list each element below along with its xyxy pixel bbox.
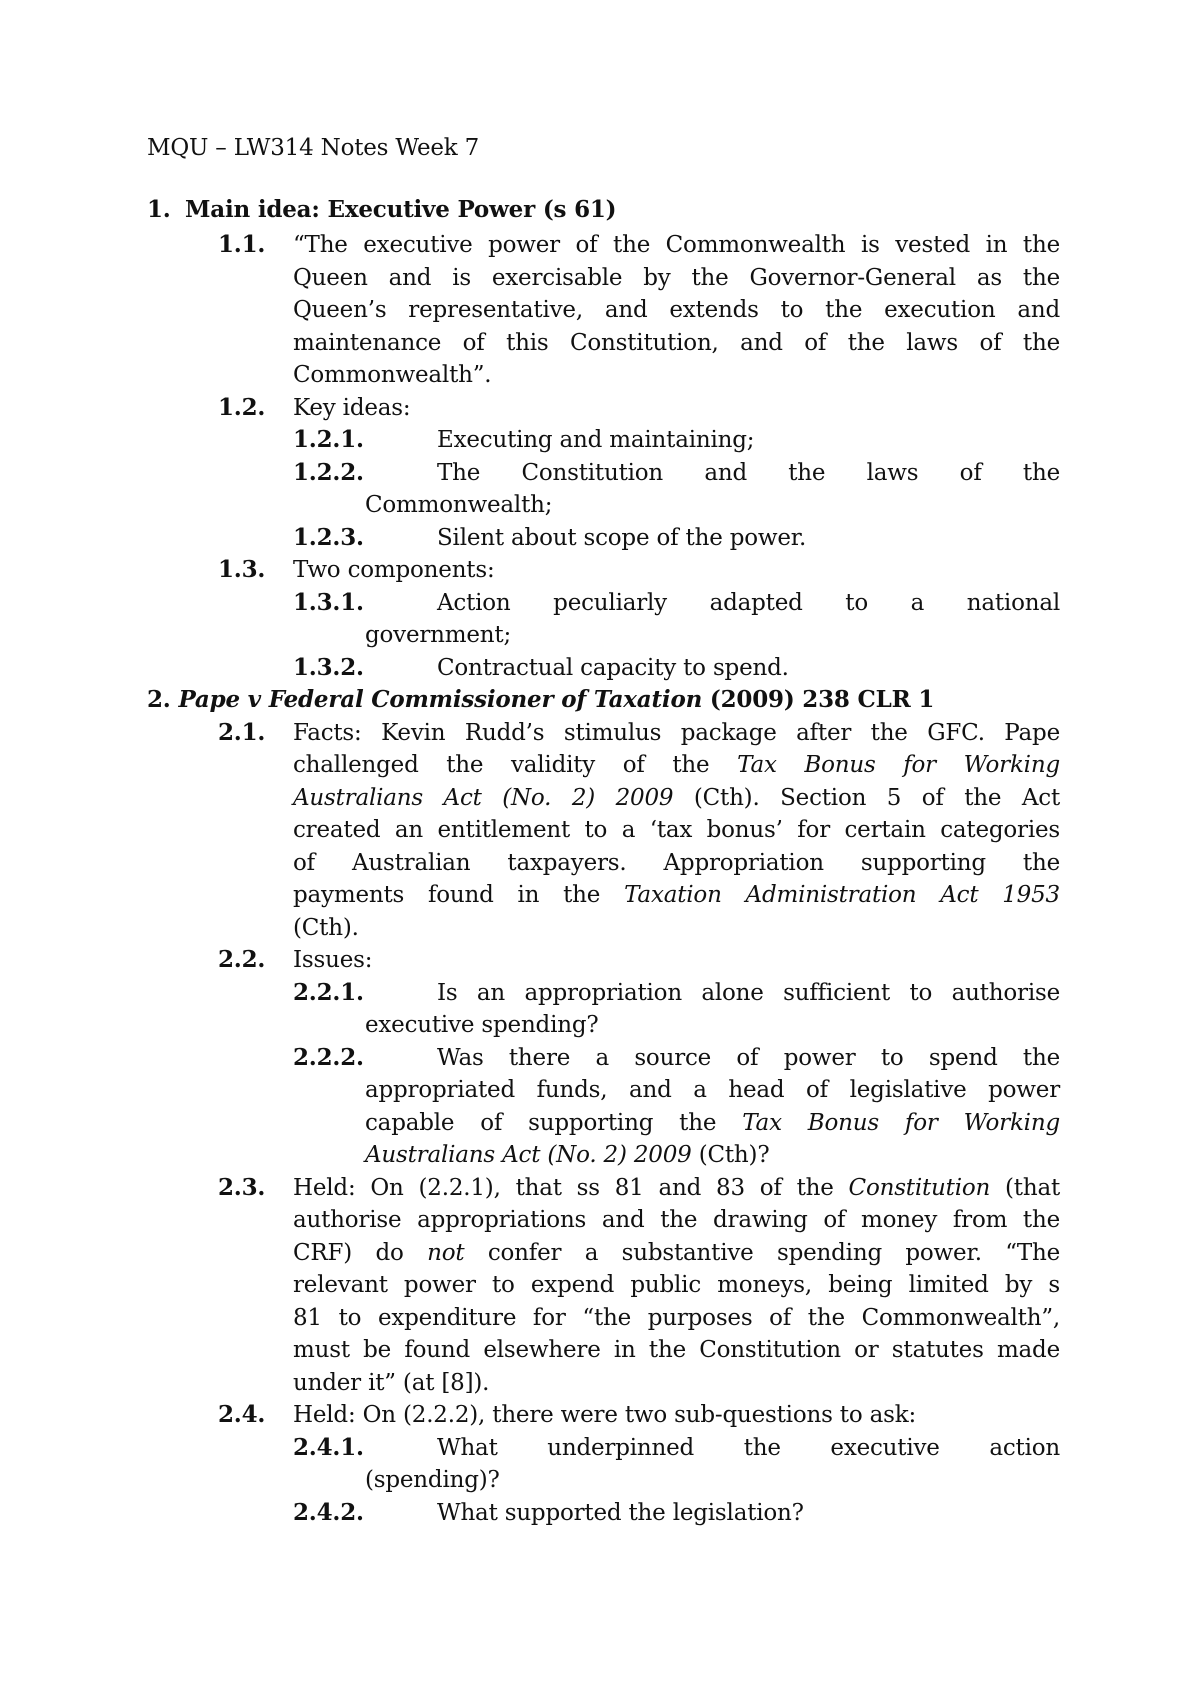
item-2-4-1-text: (spending)?: [365, 1467, 500, 1493]
para-2-1-line: created an entitlement to a ‘tax bonus’ for certain categories: [293, 817, 1060, 843]
para-2-2-text: Issues:: [293, 947, 373, 973]
item-2-4-1-number: 2.4.1.: [293, 1434, 364, 1461]
item-2-4-2-number: 2.4.2.: [293, 1499, 364, 1526]
item-1-3-1-number: 1.3.1.: [293, 589, 364, 616]
para-1-2-text: Key ideas:: [293, 395, 411, 421]
para-1-2-number: 1.2.: [218, 394, 266, 421]
para-1-1-line: Queen and is exercisable by the Governor-General as the: [293, 265, 1060, 291]
para-1-1-line: Commonwealth”.: [293, 362, 492, 388]
item-2-2-2-text: capable of supporting the Tax Bonus for Working: [365, 1110, 1060, 1136]
section-1-heading: Main idea: Executive Power (s 61): [185, 196, 617, 223]
para-2-3-line: CRF) do not confer a substantive spending power. “The: [293, 1240, 1060, 1266]
item-1-2-1-number: 1.2.1.: [293, 426, 364, 453]
item-2-4-1-text: What underpinned the executive action: [437, 1435, 1060, 1461]
statute-name: Tax Bonus for Working: [742, 1110, 1060, 1136]
constitution-term: Constitution: [848, 1175, 991, 1201]
item-1-2-2-number: 1.2.2.: [293, 459, 364, 486]
para-2-3-number: 2.3.: [218, 1174, 266, 1201]
para-1-3-text: Two components:: [293, 557, 495, 583]
para-2-1-line: Facts: Kevin Rudd’s stimulus package after the GFC. Pape: [293, 720, 1060, 746]
statute-name: Taxation Administration Act 1953: [624, 882, 1060, 908]
statute-name: Australians Act (No. 2) 2009: [293, 785, 674, 811]
case-citation: (2009) 238 CLR 1: [709, 686, 935, 713]
item-2-2-1-number: 2.2.1.: [293, 979, 364, 1006]
statute-name: Australians Act (No. 2) 2009: [365, 1142, 692, 1168]
item-2-2-1-text: Is an appropriation alone sufficient to authorise: [437, 980, 1060, 1006]
para-1-1-line: Queen’s representative, and extends to the execution and: [293, 297, 1060, 323]
para-1-1-line: maintenance of this Constitution, and of the laws of the: [293, 330, 1060, 356]
emphasis-not: not: [427, 1240, 465, 1266]
item-2-2-2-text: appropriated funds, and a head of legislative power: [365, 1077, 1060, 1103]
item-1-3-2-text: Contractual capacity to spend.: [437, 655, 789, 681]
item-1-2-2-text: Commonwealth;: [365, 492, 553, 518]
section-1-number: 1.: [147, 196, 171, 223]
para-2-1-line: payments found in the Taxation Administration Act 1953: [293, 882, 1060, 908]
item-2-2-2-text: Australians Act (No. 2) 2009 (Cth)?: [365, 1142, 770, 1168]
item-2-2-1-text: executive spending?: [365, 1012, 599, 1038]
para-2-3-line: under it” (at [8]).: [293, 1370, 490, 1396]
item-2-4-2-text: What supported the legislation?: [437, 1500, 804, 1526]
section-2-number: 2.: [147, 686, 171, 713]
para-2-2-number: 2.2.: [218, 946, 266, 973]
item-1-2-3-number: 1.2.3.: [293, 524, 364, 551]
para-2-4-text: Held: On (2.2.2), there were two sub-questions to ask:: [293, 1402, 917, 1428]
item-2-2-2-number: 2.2.2.: [293, 1044, 364, 1071]
para-2-3-line: Held: On (2.2.1), that ss 81 and 83 of the Constitution (that: [293, 1175, 1060, 1201]
item-2-2-2-text: Was there a source of power to spend the: [437, 1045, 1060, 1071]
item-1-3-2-number: 1.3.2.: [293, 654, 364, 681]
item-1-3-1-text: government;: [365, 622, 512, 648]
section-2-heading: [147, 684, 934, 717]
document-title: MQU – LW314 Notes Week 7: [147, 135, 480, 161]
para-2-1-line: of Australian taxpayers. Appropriation supporting the: [293, 850, 1060, 876]
para-2-3-line: relevant power to expend public moneys, being limited by s: [293, 1272, 1060, 1298]
item-1-2-2-text: The Constitution and the laws of the: [437, 460, 1060, 486]
case-name: Pape v Federal Commissioner of Taxation: [178, 686, 703, 713]
para-2-1-line: Australians Act (No. 2) 2009 (Cth). Section 5 of the Act: [293, 785, 1060, 811]
para-2-3-line: must be found elsewhere in the Constitution or statutes made: [293, 1337, 1060, 1363]
para-2-3-line: 81 to expenditure for “the purposes of the Commonwealth”,: [293, 1305, 1060, 1331]
para-1-1-number: 1.1.: [218, 231, 266, 258]
para-1-1-line: “The executive power of the Commonwealth is vested in the: [293, 232, 1060, 258]
item-1-2-3-text: Silent about scope of the power.: [437, 525, 807, 551]
item-1-3-1-text: Action peculiarly adapted to a national: [437, 590, 1060, 616]
para-2-4-number: 2.4.: [218, 1401, 266, 1428]
para-2-1-line: challenged the validity of the Tax Bonus for Working: [293, 752, 1060, 778]
item-1-2-1-text: Executing and maintaining;: [437, 427, 755, 453]
para-2-3-line: authorise appropriations and the drawing of money from the: [293, 1207, 1060, 1233]
para-1-3-number: 1.3.: [218, 556, 266, 583]
para-2-1-number: 2.1.: [218, 719, 266, 746]
statute-name: Tax Bonus for Working: [737, 752, 1060, 778]
para-2-1-line: (Cth).: [293, 915, 359, 941]
